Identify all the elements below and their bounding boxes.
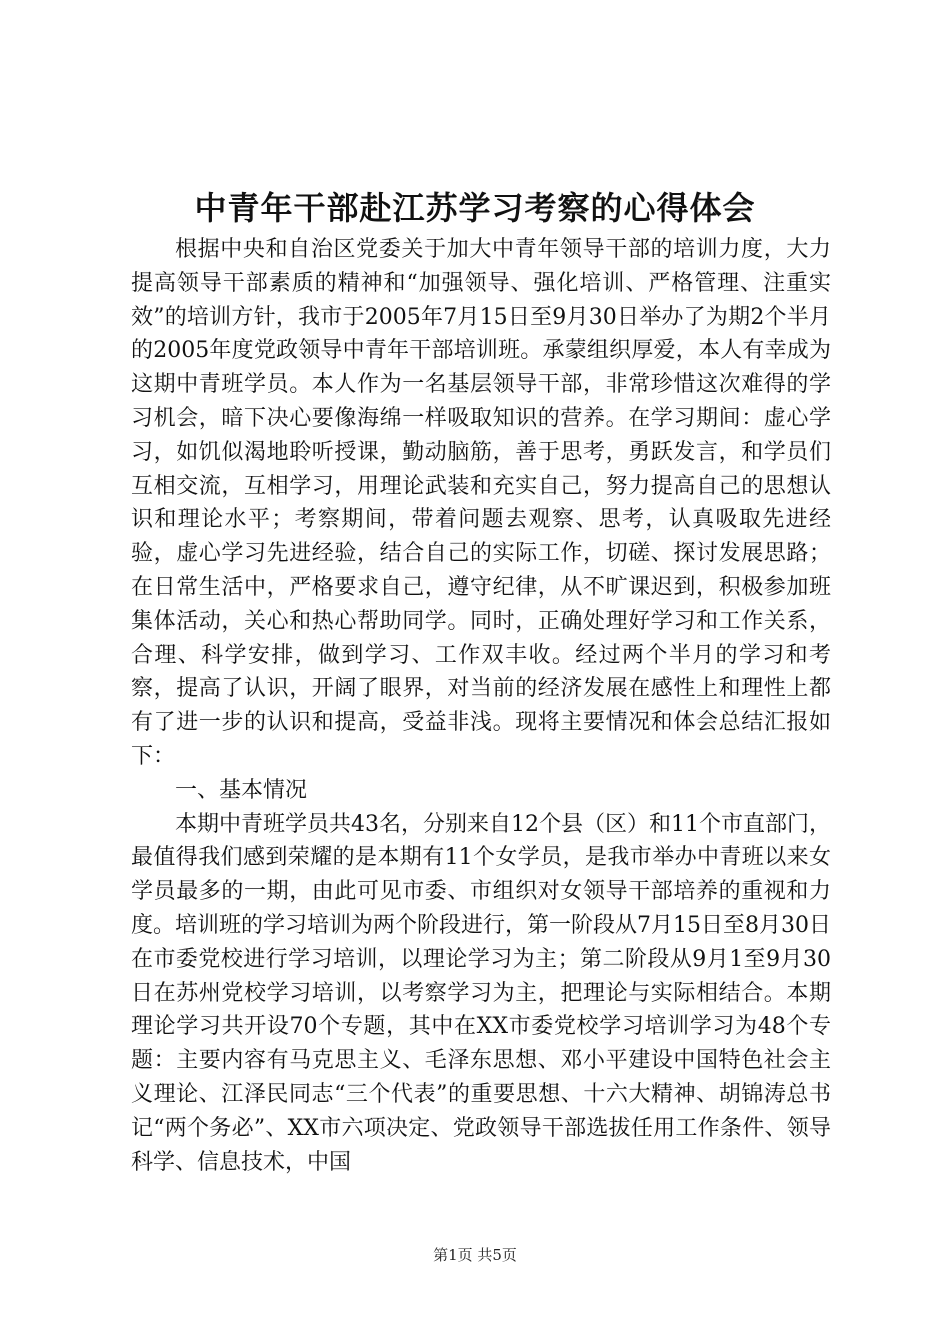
page-footer: 第1页 共5页: [433, 1246, 517, 1264]
paragraph-intro: 根据中央和自治区党委关于加大中青年领导干部的培训力度，大力提高领导干部素质的精神和“加强领导、强化培训、严格管理、注重实效”的培训方针，我市于2005年7月15日至9月30日举办了为期2个半月的2005年度党政领导中青年干部培训班。承蒙组织厚爱，本人有幸成为这期中青班学员。本人作为一名基层领导干部，非常珍惜这次难得的学习机会，暗下决心要像海绵一样吸取知识的营养。在学习期间：虚心学习，如饥似渴地聆听授课，勤动脑筋，善于思考，勇跃发言，和学员们互相交流，互相学习，用理论武装和充实自己，努力提高自己的思想认识和理论水平；考察期间，带着问题去观察、思考，认真吸取先进经验，虚心学习先进经验，结合自己的实际工作，切磋、探讨发展思路；在日常生活中，严格要求自己，遵守纪律，从不旷课迟到，积极参加班集体活动，关心和热心帮助同学。同时，正确处理好学习和工作关系，合理、科学安排，做到学习、工作双丰收。经过两个半月的学习和考察，提高了认识，开阔了眼界，对当前的经济发展在感性上和理性上都有了进一步的认识和提高，受益非浅。现将主要情况和体会总结汇报如下：: [131, 237, 831, 769]
section-heading-basic: 一、基本情况: [175, 777, 308, 803]
paragraph-basic-situation: 本期中青班学员共43名，分别来自12个县（区）和11个市直部门，最值得我们感到荣耀的是本期有11个女学员，是我市举办中青班以来女学员最多的一期，由此可见市委、市组织对女领导干部培养的重视和力度。培训班的学习培训为两个阶段进行，第一阶段从7月15日至8月30日在市委党校进行学习培训，以理论学习为主；第二阶段从9月1至9月30日在苏州党校学习培训，以考察学习为主，把理论与实际相结合。本期理论学习共开设70个专题，其中在XX市委党校学习培训学习为48个专题：主要内容有马克思主义、毛泽东思想、邓小平建设中国特色社会主义理论、江泽民同志“三个代表”的重要思想、十六大精神、胡锦涛总书记“两个务必”、XX市六项决定、党政领导干部选拔任用工作条件、领导科学、信息技术，中国: [131, 811, 831, 1175]
document-title: 中青年干部赴江苏学习考察的心得体会: [194, 189, 756, 227]
document-body: [131, 233, 831, 1179]
